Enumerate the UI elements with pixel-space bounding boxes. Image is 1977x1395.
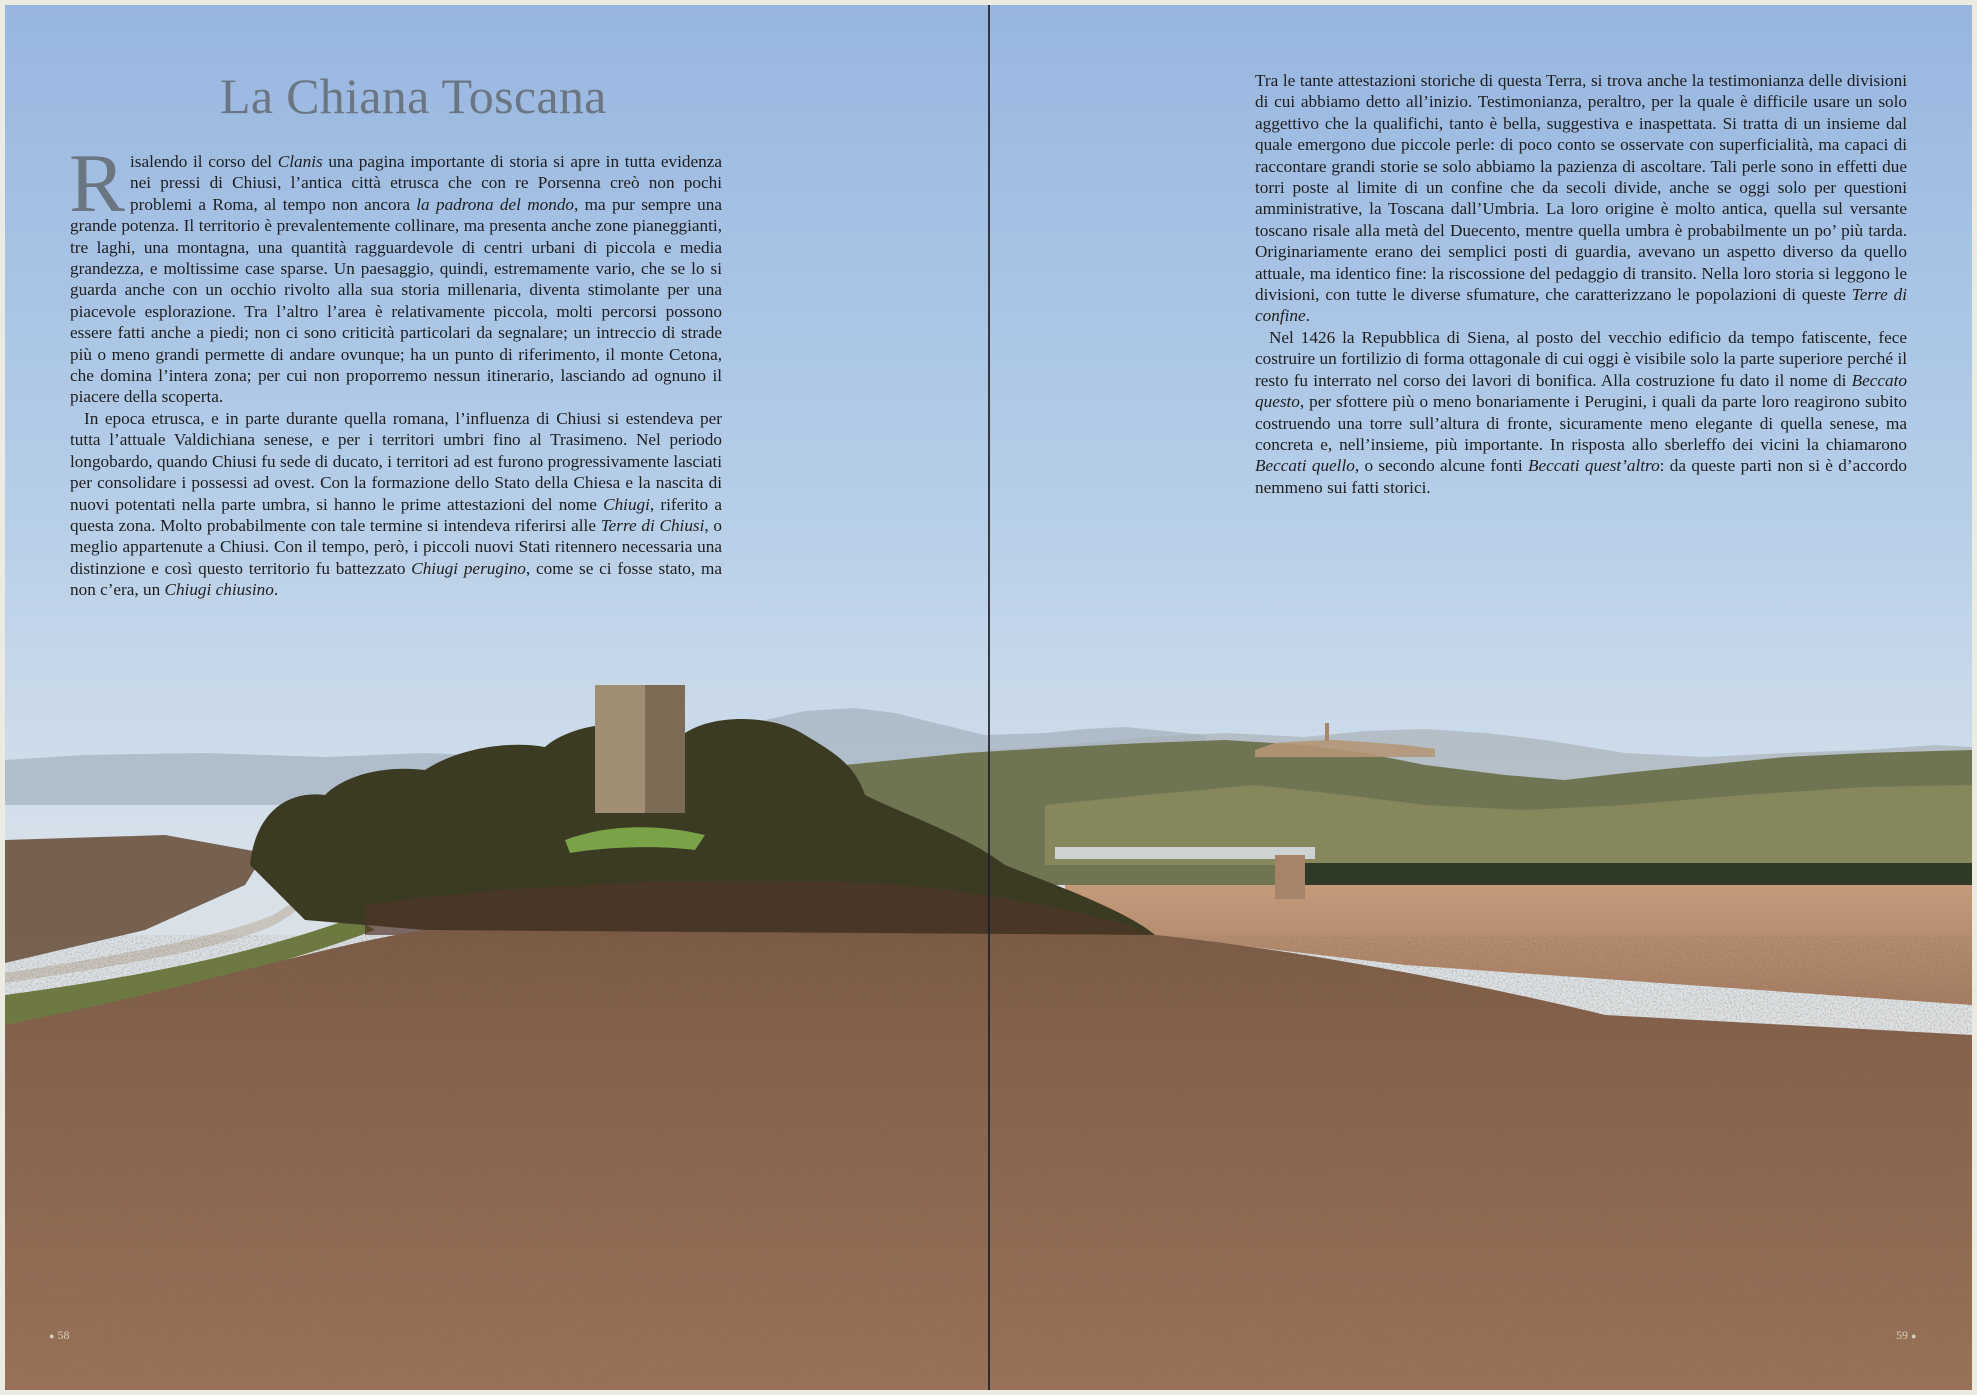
paragraph — [70, 408, 722, 601]
italic-phrase: Terre di Chiusi — [600, 515, 705, 535]
italic-phrase: Chiugi perugino — [411, 558, 526, 578]
treeline — [1275, 863, 1972, 885]
text-run: . — [1305, 306, 1310, 326]
drop-cap: R — [69, 137, 126, 230]
page-title: La Chiana Toscana — [220, 68, 607, 124]
text-run: , ma pur sempre una grande potenza. Il territorio è prevalentemente collinare, ma presenta anche zone pianeggianti, tre laghi, una montagna, una quantità ragguardevole di centri urbani di piccola e media grandezza, e moltissime case sparse. Un paesaggio, quindi, estremamente vario, che se lo si guarda anche con un occhio rivolto alla sua storia millenaria, diventa stimolante per una piacevole esplorazione. Tra l’altro l’area è relativamente piccola, molti percorsi possono essere fatti anche a piedi; non ci sono criticità particolari da segnalare; un intreccio di strade più o meno grandi permette di andare ovunque; ha un punto di riferimento, il monte Cetona, che domina l’intera zona; per cui non proporremo nessun itinerario, lasciando ad ognuno il piacere della scoperta. — [70, 194, 722, 407]
text-run: , o meglio appartenute a Chiusi. Con il tempo, però, i piccoli nuovi Stati ritennero necessaria una distinzione e così questo territorio fu battezzato — [70, 515, 723, 578]
small-tower-umbria — [1275, 855, 1305, 899]
italic-phrase: la padrona del mondo — [416, 194, 575, 214]
text-run: In epoca etrusca, e in parte durante quella romana, l’influenza di Chiusi si estendeva per tutta l’attuale Valdichiana senese, e per i territori umbri fino al Trasimeno. Nel periodo longobardo, quando Chiusi fu sede di ducato, i territori ad est furono progressivamente lasciati per consolidare i possessi ad ovest. Con la formazione dello Stato della Chiesa e la nascita di nuovi potentati nella parte umbra, si hanno le prime attestazioni del nome — [70, 408, 722, 514]
italic-phrase: Terre di confine — [1255, 285, 1907, 326]
page-number-left: ● 58 — [49, 1328, 70, 1342]
town-bell-tower — [1325, 723, 1329, 741]
text-run: , per sfottere più o meno bonariamente i Perugini, i quali da parte loro reagirono subito costruendo una torre sull’altura di fronte, sicuramente meno elegante di quella senese, ma concreta e, nell’insieme, più importante. In risposta allo sberleffo dei vicini la chiamarono — [1255, 392, 1907, 454]
italic-phrase: Beccati quello — [1255, 456, 1355, 476]
italic-phrase: Clanis — [277, 152, 323, 171]
italic-phrase: Chiugi chiusino — [164, 580, 274, 600]
text-run: : da queste parti non si è d’accordo nemmeno sui fatti storici. — [1255, 456, 1907, 497]
text-run: isalendo il corso del — [130, 152, 278, 171]
magazine-spread — [5, 5, 1972, 1390]
page-gutter — [988, 5, 990, 1390]
italic-phrase: Beccati quest’altro — [1528, 456, 1660, 476]
text-run: , come se ci fosse stato, ma non c’era, un — [70, 558, 722, 600]
text-run: una pagina importante di storia si apre in tutta evidenza nei pressi di Chiusi, l’antica città etrusca che con re Porsenna creò non pochi problemi a Roma, al tempo non ancora — [130, 152, 722, 214]
page-number-right: 59 ● — [1896, 1328, 1917, 1342]
text-run: , o secondo alcune fonti — [1354, 456, 1529, 476]
text-run: . — [273, 580, 279, 600]
paragraph — [1255, 70, 1907, 327]
right-text-column — [1255, 70, 1907, 498]
italic-phrase: Chiugi — [603, 494, 650, 514]
paragraph — [1255, 327, 1907, 498]
text-run: Nel 1426 la Repubblica di Siena, al posto del vecchio edificio da tempo fatiscente, fece costruire un fortilizio di forma ottagonale di cui oggi è visibile solo la parte superiore perché il resto fu interrato nel corso dei lavori di bonifica. Alla costruzione fu dato il nome di — [1255, 327, 1907, 390]
text-run: Tra le tante attestazioni storiche di questa Terra, si trova anche la testimonianza delle divisioni di cui abbiamo detto all’inizio. Testimonianza, peraltro, per la quale è difficile usare un solo aggettivo che la qualifichi, tanto è bella, suggestiva e inaspettata. Si tratta di un insieme dal quale emergono due piccole perle: di poco conto se osservate con superficialità, ma capaci di raccontare grandi storie se solo abbiamo la pazienza di ascoltare. Tali perle sono in effetti due torri poste al limite di un confine che da secoli divide, anche se oggi solo per questioni amministrative, la Toscana dall’Umbria. La loro origine è molto antica, quella sul versante toscano risale alla metà del Duecento, mentre quella umbra è probabilmente un po’ più tarda. Originariamente erano dei semplici posti di guardia, avevano un aspetto diverso da quello attuale, ma identico fine: la riscossione del pedaggio di transito. Nella loro storia si leggono le divisioni, con tutte le diverse sfumature, che caratterizzano le popolazioni di queste — [1255, 71, 1907, 305]
italic-phrase: Beccato questo — [1255, 370, 1907, 412]
paragraph — [69, 137, 722, 408]
tower-shadow — [645, 685, 685, 813]
left-text-column — [69, 137, 723, 601]
text-run: , riferito a questa zona. Molto probabilmente con tale termine si intendeva riferirsi alle — [70, 494, 722, 535]
